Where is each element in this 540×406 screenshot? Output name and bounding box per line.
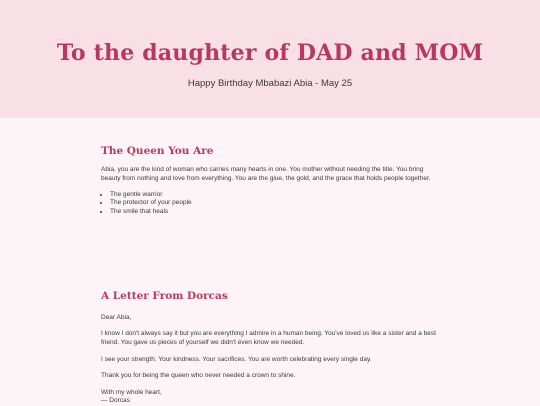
letter-paragraph: I know I don't always say it but you are everything I admire in a human being. You've loved us like a sister and a best friend. You gave us pieces of yourself we didn't even know we needed. — [101, 330, 436, 346]
list-item: • The gentle warrior — [110, 191, 439, 199]
signature: — Dorcas — [101, 397, 130, 405]
closing-line: With my whole heart, — [101, 388, 162, 396]
letter-greeting: Dear Abia, — [101, 313, 132, 321]
letter-paragraph: Thank you for being the queen who never needed a crown to shine. — [101, 372, 296, 380]
page-title: To the daughter of DAD and MOM — [56, 40, 484, 66]
queen-section-heading: The Queen You Are — [101, 145, 214, 157]
main-content — [101, 118, 439, 406]
page-subtitle: Happy Birthday Mbabazi Abia - May 25 — [187, 78, 353, 89]
queen-section-body: Abia, you are the kind of woman who carries many hearts in one. You mother without needing the title. You bring beauty from nothing and love from everything. You are the glue, the gold, and the grace that holds people together. — [101, 166, 431, 182]
list-item: • The smile that heals — [110, 208, 439, 216]
list-item: • The protector of your people — [110, 199, 439, 207]
traits-list — [101, 191, 439, 216]
letter-section — [101, 216, 439, 406]
queen-section — [101, 118, 439, 216]
letter-paragraph: I see your strength. Your kindness. Your sacrifices. You are worth celebrating every single day. — [101, 355, 372, 363]
letter-section-heading: A Letter From Dorcas — [101, 289, 228, 302]
letter-closing — [101, 389, 439, 406]
hero-banner — [0, 0, 540, 118]
